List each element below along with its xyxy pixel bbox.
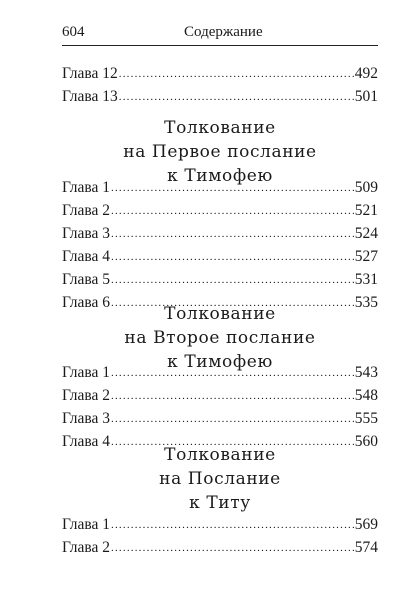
- toc-entry: [62, 85, 378, 108]
- dot-leader: [111, 246, 354, 269]
- page-ref: 509: [354, 179, 378, 196]
- toc-section-continued: [62, 62, 378, 108]
- page-ref: 560: [354, 433, 378, 450]
- toc-entry: [62, 62, 378, 85]
- page-ref: 492: [354, 65, 378, 82]
- toc-entry: [62, 536, 378, 559]
- heading-line: Толкование: [164, 118, 276, 138]
- chapter-label: Глава 1: [62, 179, 111, 196]
- chapter-label: Глава 12: [62, 65, 118, 82]
- chapter-label: Глава 3: [62, 410, 111, 427]
- page-ref: 531: [354, 271, 378, 288]
- section-heading-titus: [62, 443, 378, 515]
- dot-leader: [111, 385, 354, 408]
- running-title: Содержание: [184, 24, 263, 40]
- heading-line: к Тимофею: [167, 352, 273, 372]
- chapter-label: Глава 2: [62, 539, 111, 556]
- page-ref: 521: [354, 202, 378, 219]
- dot-leader: [119, 63, 354, 86]
- heading-line: на Второе послание: [124, 328, 316, 348]
- chapter-label: Глава 2: [62, 387, 111, 404]
- chapter-label: Глава 13: [62, 88, 118, 105]
- dot-leader: [111, 223, 354, 246]
- heading-line: к Тимофею: [167, 166, 273, 186]
- toc-section-2-timothy: [62, 361, 378, 453]
- page-number: 604: [62, 24, 85, 40]
- toc-entry: [62, 199, 378, 222]
- book-page: [62, 0, 378, 597]
- dot-leader: [111, 362, 354, 385]
- page-ref: 543: [354, 364, 378, 381]
- chapter-label: Глава 1: [62, 364, 111, 381]
- toc-section-titus: [62, 513, 378, 559]
- chapter-label: Глава 6: [62, 294, 111, 311]
- running-header: [62, 23, 378, 46]
- toc-entry: [62, 222, 378, 245]
- heading-line: Толкование: [164, 304, 276, 324]
- dot-leader: [111, 269, 354, 292]
- toc-entry: [62, 268, 378, 291]
- toc-entry: [62, 361, 378, 384]
- toc-entry: [62, 513, 378, 536]
- chapter-label: Глава 4: [62, 433, 111, 450]
- toc-entry: [62, 245, 378, 268]
- toc-entry: [62, 384, 378, 407]
- page-ref: 548: [354, 387, 378, 404]
- page-ref: 535: [354, 294, 378, 311]
- dot-leader: [119, 86, 354, 109]
- toc-entry: [62, 407, 378, 430]
- dot-leader: [111, 514, 354, 537]
- heading-line: на Первое послание: [123, 142, 317, 162]
- chapter-label: Глава 2: [62, 202, 111, 219]
- chapter-label: Глава 3: [62, 225, 111, 242]
- dot-leader: [111, 177, 354, 200]
- heading-line: на Послание: [159, 469, 281, 489]
- toc-entry: [62, 176, 378, 199]
- toc-section-1-timothy: [62, 176, 378, 314]
- page-ref: 569: [354, 516, 378, 533]
- dot-leader: [111, 200, 354, 223]
- page-ref: 574: [354, 539, 378, 556]
- dot-leader: [111, 537, 354, 560]
- chapter-label: Глава 1: [62, 516, 111, 533]
- dot-leader: [111, 408, 354, 431]
- chapter-label: Глава 5: [62, 271, 111, 288]
- page-ref: 555: [354, 410, 378, 427]
- heading-line: к Титу: [189, 493, 251, 513]
- heading-line: Толкование: [164, 445, 276, 465]
- page-ref: 527: [354, 248, 378, 265]
- page-ref: 524: [354, 225, 378, 242]
- page-ref: 501: [354, 88, 378, 105]
- chapter-label: Глава 4: [62, 248, 111, 265]
